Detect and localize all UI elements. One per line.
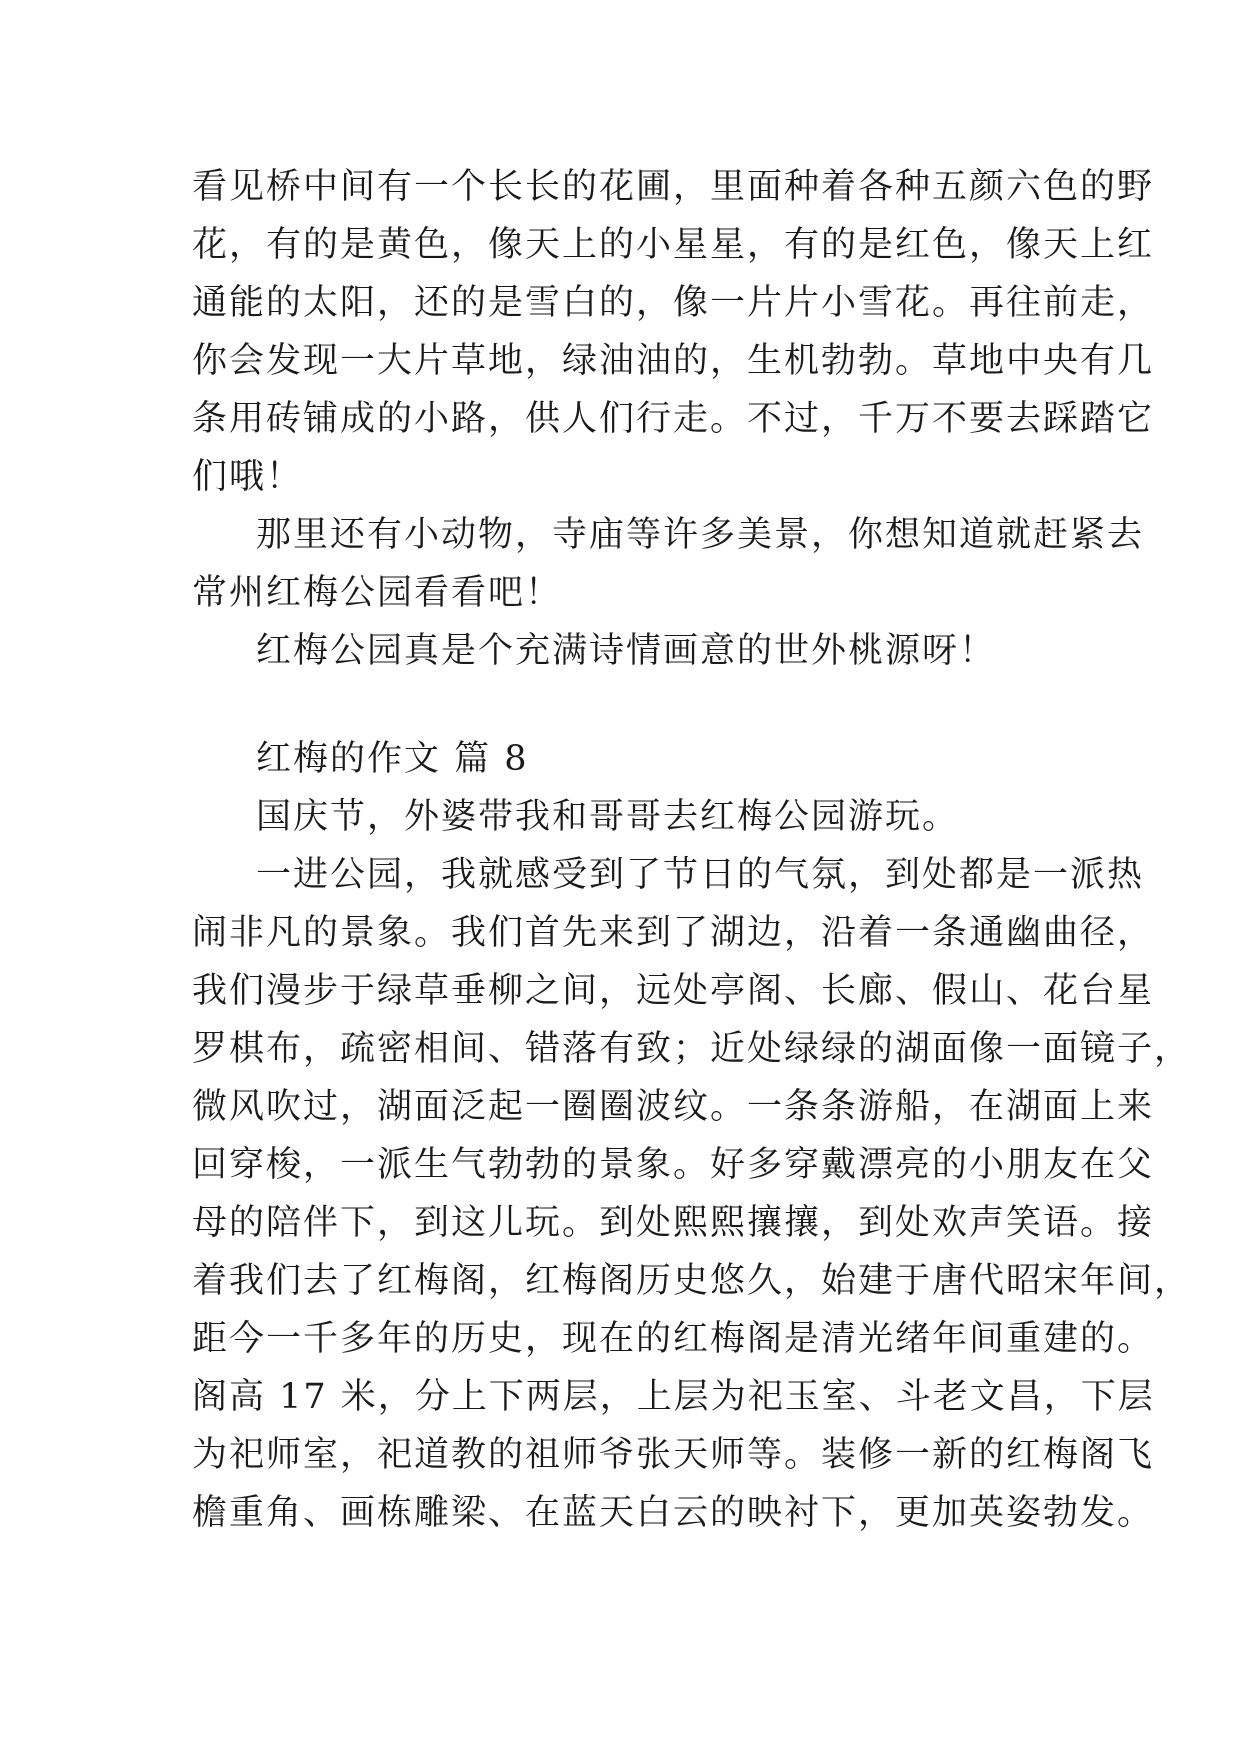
- text-line: 一进公园，我就感受到了节日的气氛，到处都是一派热: [256, 855, 1145, 895]
- text-line: 微风吹过，湖面泛起一圈圈波纹。一条条游船，在湖面上来: [192, 1087, 1155, 1127]
- text-line: 回穿梭，一派生气勃勃的景象。好多穿戴漂亮的小朋友在父: [192, 1145, 1155, 1185]
- text-line: 距今一千多年的历史，现在的红梅阁是清光绪年间重建的。: [192, 1319, 1155, 1359]
- paragraph: [192, 158, 1155, 506]
- text-line: 为祀师室，祀道教的祖师爷张天师等。装修一新的红梅阁飞: [192, 1435, 1155, 1475]
- text-line: 国庆节，外婆带我和哥哥去红梅公园游玩。: [256, 797, 960, 837]
- text-line: 那里还有小动物，寺庙等许多美景，你想知道就赶紧去: [256, 515, 1145, 555]
- paragraph: [192, 846, 1192, 1542]
- spacer: [192, 680, 1072, 730]
- text-line: 条用砖铺成的小路，供人们行走。不过，千万不要去踩踏它: [192, 399, 1155, 439]
- text-line: 你会发现一大片草地，绿油油的，生机勃勃。草地中央有几: [192, 341, 1155, 381]
- text-line: 看见桥中间有一个长长的花圃，里面种着各种五颜六色的野: [192, 167, 1155, 207]
- text-line: 闹非凡的景象。我们首先来到了湖边，沿着一条通幽曲径，: [192, 913, 1155, 953]
- section-title: 红梅的作文 篇 8: [256, 739, 529, 779]
- text-line: 我们漫步于绿草垂柳之间，远处亭阁、长廊、假山、花台星: [192, 971, 1155, 1011]
- text-line: 通能的太阳，还的是雪白的，像一片片小雪花。再往前走，: [192, 283, 1155, 323]
- text-line: 母的陪伴下，到这儿玩。到处熙熙攘攘，到处欢声笑语。接: [192, 1203, 1155, 1243]
- document-page: [192, 158, 1192, 1542]
- paragraph: [192, 788, 1072, 846]
- text-line: 花，有的是黄色，像天上的小星星，有的是红色，像天上红: [192, 225, 1155, 265]
- text-line: 常州红梅公园看看吧！: [192, 573, 563, 613]
- text-line: 们哦！: [192, 457, 304, 497]
- text-line: 红梅公园真是个充满诗情画意的世外桃源呀！: [256, 631, 997, 671]
- text-line: 着我们去了红梅阁，红梅阁历史悠久，始建于唐代昭宋年间，: [192, 1261, 1192, 1301]
- paragraph: [192, 506, 1145, 622]
- paragraph: [192, 622, 1072, 680]
- text-line: 罗棋布，疏密相间、错落有致；近处绿绿的湖面像一面镜子，: [192, 1029, 1192, 1069]
- text-line: 阁高 17 米，分上下两层，上层为祀玉室、斗老文昌，下层: [192, 1377, 1155, 1417]
- text-line: 檐重角、画栋雕梁、在蓝天白云的映衬下，更加英姿勃发。: [192, 1493, 1155, 1533]
